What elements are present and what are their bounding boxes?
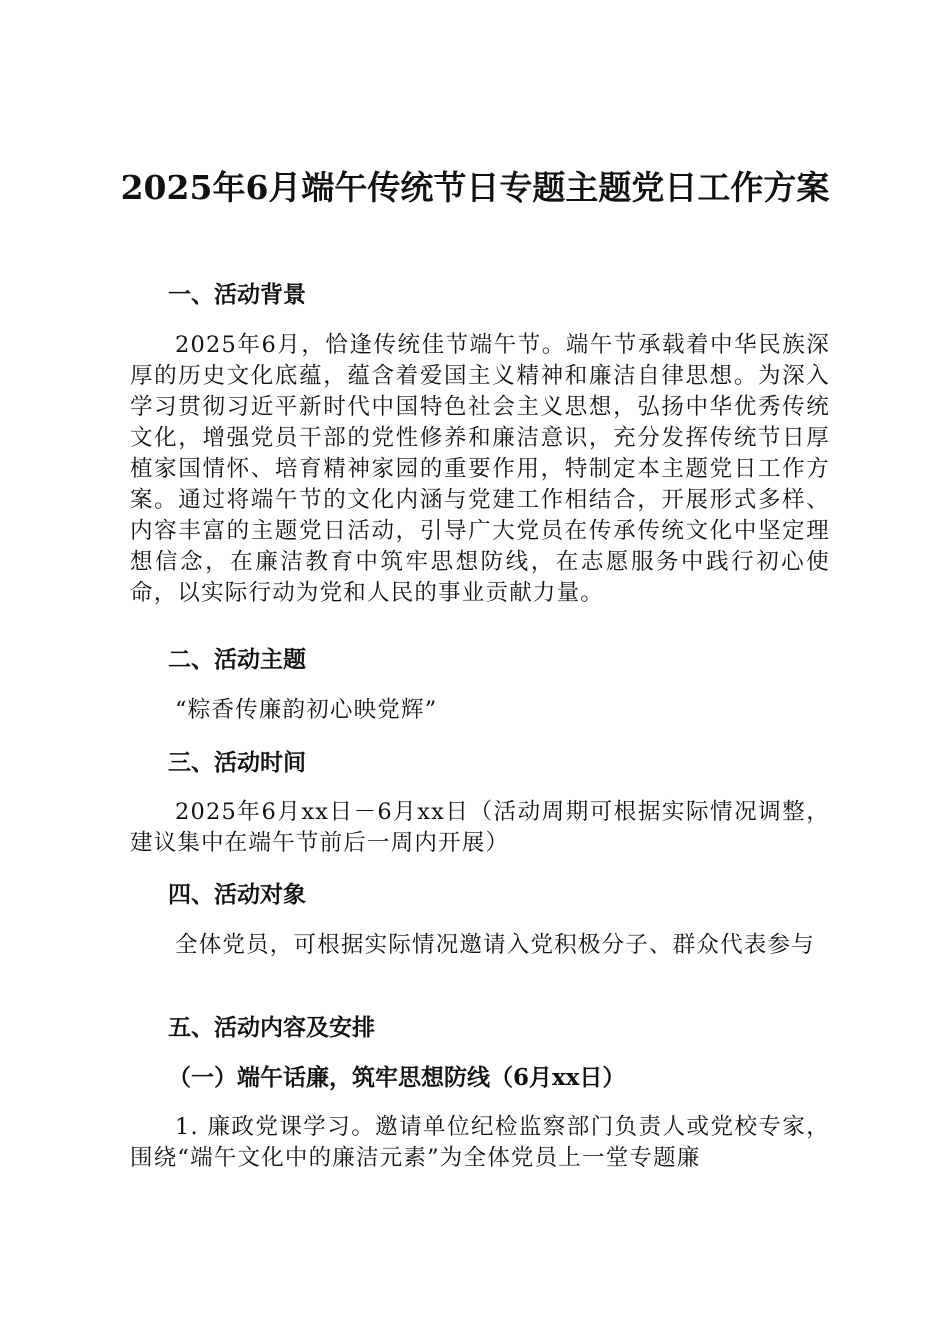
section-body-theme: “粽香传廉韵初心映党辉” [175,697,438,723]
document-title: 2025年6月端午传统节日专题主题党日工作方案 [120,168,830,207]
section-heading-participants: 四、活动对象 [168,881,306,908]
section-body-background: 2025年6月，恰逢传统佳节端午节。端午节承载着中华民族深厚的历史文化底蕴，蕴含着爱国主义精神和廉洁自律思想。为深入学习贯彻习近平新时代中国特色社会主义思想，弘扬中华优秀传统文化，增强党员干部的党性修养和廉洁意识，充分发挥传统节日厚植家国情怀、培育精神家园的重要作用，特制定本主题党日工作方案。通过将端午节的文化内涵与党建工作相结合，开展形式多样、内容丰富的主题党日活动，引导广大党员在传承传统文化中坚定理想信念，在廉洁教育中筑牢思想防线，在志愿服务中践行初心使命，以实际行动为党和人民的事业贡献力量。 [130,332,830,606]
section-body-time: 2025年6月xx日－6月xx日（活动周期可根据实际情况调整，建议集中在端午节前后一周内开展） [130,799,830,856]
section-heading-background: 一、活动背景 [168,281,306,308]
section-heading-theme: 二、活动主题 [168,646,306,673]
subsection-heading-1: （一）端午话廉，筑牢思想防线（6月xx日） [168,1064,626,1091]
section-body-content: 1. 廉政党课学习。邀请单位纪检监察部门负责人或党校专家，围绕“端午文化中的廉洁元素”为全体党员上一堂专题廉 [130,1114,830,1171]
section-heading-time: 三、活动时间 [168,749,306,776]
section-body-participants: 全体党员，可根据实际情况邀请入党积极分子、群众代表参与 [175,932,815,958]
section-heading-content: 五、活动内容及安排 [168,1014,375,1041]
